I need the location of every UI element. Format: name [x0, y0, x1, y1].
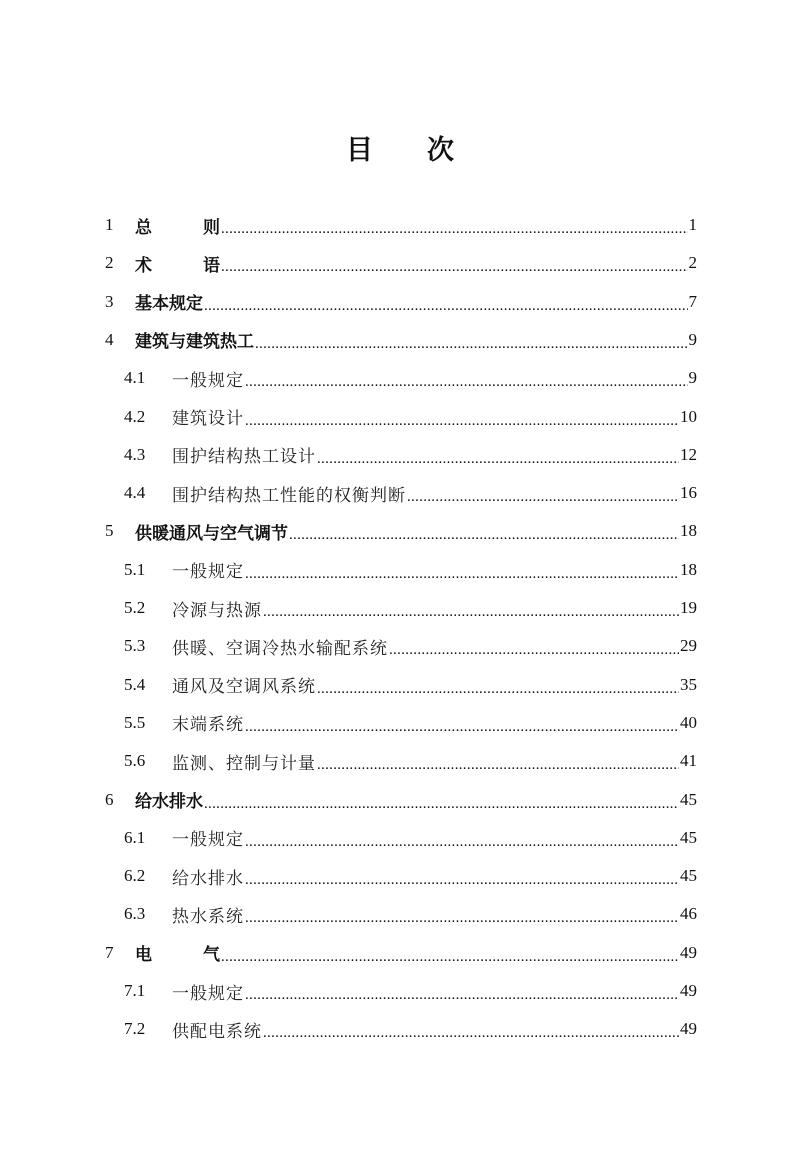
- toc-entry[interactable]: [124, 593, 697, 623]
- toc-entry-number: 5.3: [124, 636, 146, 656]
- toc-entry-number: 5.6: [124, 751, 146, 771]
- toc-entry-number: 5: [105, 521, 114, 541]
- toc-entry[interactable]: [124, 708, 697, 738]
- toc-entry-number: 7.2: [124, 1019, 146, 1039]
- dot-leader: [245, 869, 679, 889]
- toc-entry-title-part: 气: [203, 945, 220, 965]
- toc-entry-title: 给水排水: [172, 868, 244, 888]
- toc-entry-number: 3: [105, 291, 114, 311]
- dot-leader: [263, 601, 679, 621]
- toc-entry-number: 4: [105, 329, 114, 349]
- toc-entry-title-part: 电: [135, 945, 152, 965]
- dot-leader: [255, 333, 688, 353]
- toc-entry-page: 49: [680, 942, 697, 962]
- toc-entry-title: 监测、控制与计量: [172, 753, 316, 773]
- toc-entry-title: 供暖、空调冷热水输配系统: [172, 638, 388, 658]
- toc-entry-number: 7.1: [124, 981, 146, 1000]
- toc-entry-title: 一般规定: [172, 562, 244, 582]
- toc-entry[interactable]: [105, 325, 697, 355]
- toc-entry-page: 1: [688, 215, 697, 234]
- toc-entry-number: 5.2: [124, 598, 146, 617]
- toc-entry-title: [135, 251, 220, 276]
- toc-entry-number: 6: [105, 789, 114, 809]
- dot-leader: [389, 639, 679, 659]
- toc-entry[interactable]: [124, 976, 697, 1006]
- toc-entry-title: 基本规定: [135, 294, 203, 314]
- dot-leader: [245, 716, 679, 736]
- toc-entry[interactable]: [124, 1014, 697, 1044]
- dot-leader: [317, 754, 679, 774]
- toc-entry[interactable]: [124, 746, 697, 776]
- toc-entry-page: 18: [680, 559, 697, 579]
- dot-leader: [245, 831, 679, 851]
- toc-entry-title: 通风及空调风系统: [172, 677, 316, 697]
- toc-entry-title: 冷源与热源: [172, 600, 262, 620]
- toc-entry-page: 18: [680, 521, 697, 541]
- dot-leader: [245, 907, 679, 927]
- toc-entry-title: 末端系统: [172, 715, 244, 735]
- toc-entry[interactable]: [124, 861, 697, 891]
- toc-entry-page: 16: [680, 483, 697, 503]
- toc-entry[interactable]: [124, 363, 697, 393]
- toc-entry-page: 46: [680, 904, 697, 924]
- dot-leader: [317, 678, 679, 698]
- toc-entry[interactable]: [124, 440, 697, 470]
- toc-entry[interactable]: [124, 478, 697, 508]
- toc-entry-number: 4.2: [124, 406, 146, 426]
- toc-entry-title-part: 语: [203, 255, 220, 275]
- dot-leader: [263, 1022, 679, 1042]
- toc-entry-title: 给水排水: [135, 792, 203, 811]
- toc-entry-title-part: 则: [203, 217, 220, 237]
- toc-entry-page: 9: [688, 329, 697, 349]
- toc-entry-number: 5.4: [124, 674, 146, 694]
- toc-entry-number: 5.5: [124, 712, 146, 732]
- toc-entry-title: 一般规定: [172, 830, 244, 850]
- toc-entry-page: 40: [680, 712, 697, 732]
- toc-entry-number: 5.1: [124, 559, 146, 579]
- toc-entry[interactable]: [124, 555, 697, 585]
- toc-entry[interactable]: [105, 248, 697, 278]
- toc-entry-title: 建筑设计: [172, 409, 244, 428]
- dot-leader: [204, 793, 679, 813]
- toc-entry[interactable]: [124, 631, 697, 661]
- toc-entry-page: 45: [680, 827, 697, 847]
- dot-leader: [221, 946, 679, 966]
- toc-entry-number: 4.3: [124, 444, 146, 464]
- toc-entry-title: 围护结构热工设计: [172, 447, 316, 467]
- toc-entry-title-part: 总: [135, 217, 152, 237]
- toc-entry-page: 19: [680, 598, 697, 617]
- toc-entry-number: 7: [105, 942, 114, 962]
- toc-entry-page: 29: [680, 636, 697, 656]
- dot-leader: [245, 410, 679, 430]
- toc-entry-page: 45: [680, 789, 697, 809]
- toc-entry-page: 41: [680, 751, 697, 771]
- toc-entry-number: 4.4: [124, 483, 146, 503]
- dot-leader: [407, 486, 679, 506]
- toc-entry-title: 建筑与建筑热工: [135, 332, 254, 352]
- toc-entry-title: [135, 213, 220, 238]
- toc-entry-title: 供暖通风与空气调节: [135, 523, 288, 543]
- dot-leader: [317, 448, 679, 468]
- toc-entry-title: [135, 940, 220, 965]
- title-char-2: 次: [427, 135, 454, 165]
- toc-entry-page: 7: [688, 291, 697, 311]
- toc-entry-title: 热水系统: [172, 906, 244, 926]
- toc-entry[interactable]: [105, 516, 697, 546]
- toc-entry-number: 6.3: [124, 904, 146, 924]
- toc-entry-page: 2: [688, 253, 697, 273]
- toc-entry-number: 4.1: [124, 368, 146, 388]
- toc-entry-page: 35: [680, 674, 697, 694]
- toc-entry-number: 1: [105, 215, 114, 234]
- toc-entry-page: 10: [680, 406, 697, 426]
- toc-entry[interactable]: [105, 210, 697, 240]
- toc-entry[interactable]: [124, 823, 697, 853]
- toc-entry[interactable]: [124, 899, 697, 929]
- toc-entry-title: 一般规定: [172, 370, 244, 390]
- toc-entry[interactable]: [105, 785, 697, 815]
- dot-leader: [221, 218, 688, 238]
- title-char-1: 目: [346, 135, 373, 165]
- toc-entry-page: 49: [680, 981, 697, 1000]
- toc-entry-page: 9: [688, 368, 697, 388]
- dot-leader: [245, 984, 679, 1004]
- toc-entry[interactable]: [124, 402, 697, 432]
- toc-entry[interactable]: [105, 287, 697, 317]
- dot-leader: [289, 524, 679, 544]
- page-title: [0, 128, 800, 167]
- toc-entry-page: 12: [680, 444, 697, 464]
- toc-entry-page: 49: [680, 1019, 697, 1039]
- toc-entry-title: 供配电系统: [172, 1021, 262, 1041]
- dot-leader: [245, 563, 679, 583]
- toc-entry[interactable]: [124, 670, 697, 700]
- dot-leader: [204, 295, 688, 315]
- toc-entry-title-part: 术: [135, 255, 152, 275]
- toc-entry-title: 一般规定: [172, 983, 244, 1003]
- toc-entry-page: 45: [680, 866, 697, 886]
- toc-entry-number: 6.2: [124, 866, 146, 886]
- dot-leader: [221, 256, 688, 276]
- toc-entry-title: 围护结构热工性能的权衡判断: [172, 485, 406, 505]
- toc-entry-number: 6.1: [124, 827, 146, 847]
- dot-leader: [245, 371, 688, 391]
- toc-entry-number: 2: [105, 253, 114, 273]
- toc-entry[interactable]: [105, 938, 697, 968]
